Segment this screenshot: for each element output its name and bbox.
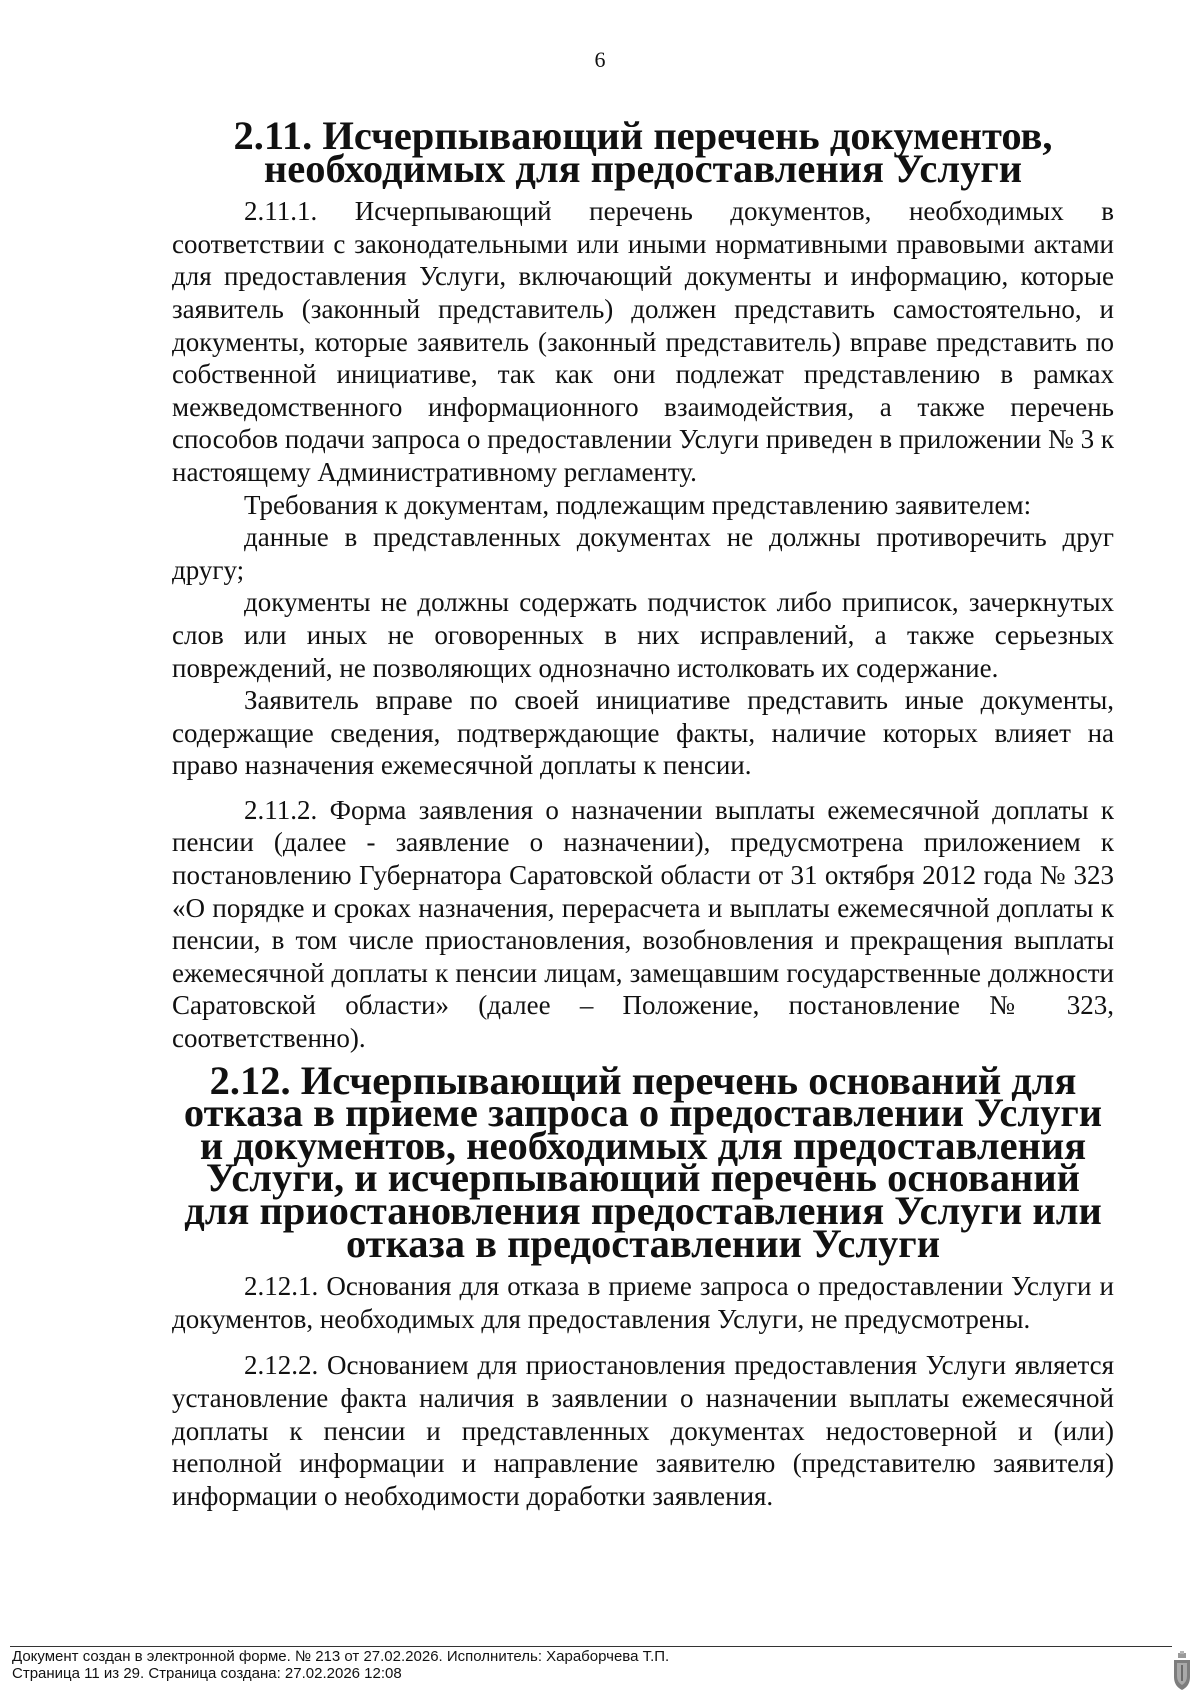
document-body [172,113,1114,1512]
page-number: 6 [594,47,606,72]
paragraph-2-12-2: 2.12.2. Основанием для приостановления предоставления Услуги является установление факта наличия в заявлении о назначении выплаты ежемесячной доплаты к пенсии и представленных документах недостоверной и (или) неполной информации и направление заявителю (представителю заявителя) информации о необходимости доработки заявления. [172,1350,1114,1511]
paragraph-applicant-right: Заявитель вправе по своей инициативе представить иные документы, содержащие сведения, подтверждающие факты, наличие которых влияет на право назначения ежемесячной доплаты к пенсии. [172,685,1114,781]
paragraph-requirement-no-corrections: документы не должны содержать подчисток либо приписок, зачеркнутых слов или иных не оговоренных в них исправлений, а также серьезных повреждений, не позволяющих однозначно истолковать их содержание. [172,587,1114,683]
paragraph-requirement-consistency: данные в представленных документах не должны противоречить друг другу; [172,522,1114,585]
document-footer [12,1648,669,1682]
paragraph-2-12-1: 2.12.1. Основания для отказа в приеме запроса о предоставлении Услуги и документов, необходимых для предоставления Услуги, не предусмотрены. [172,1271,1114,1334]
paragraph-requirements-intro: Требования к документам, подлежащим представлению заявителем: [244,489,1032,520]
footer-document-info: Документ создан в электронной форме. № 213 от 27.02.2026. Исполнитель: Хараборчева Т.П. [12,1648,670,1665]
footer-divider [10,1646,1172,1647]
section-heading-2-11: 2.11. Исчерпывающий перечень документов, необходимых для предоставления Услуги [233,113,1053,191]
paragraph-2-11-1: 2.11.1. Исчерпывающий перечень документов, необходимых в соответствии с законодательными или иными нормативными правовыми актами для предоставления Услуги, включающий документы и информацию, которые заявитель (законный представитель) должен представить самостоятельно, и документы, которые заявитель (законный представитель) вправе представить по собственной инициативе, так как они подлежат представлению в рамках межведомственного информационного взаимодействия, а также перечень способов подачи запроса о предоставлении Услуги приведен в приложении № 3 к настоящему Административному регламенту. [172,196,1114,487]
footer-page-info: Страница 11 из 29. Страница создана: 27.02.2026 12:08 [12,1665,402,1682]
paragraph-2-11-2: 2.11.2. Форма заявления о назначении выплаты ежемесячной доплаты к пенсии (далее - заявление о назначении), предусмотрена приложением к постановлению Губернатора Саратовской области от 31 октября 2012 года № 323 «О порядке и сроках назначения, перерасчета и выплаты ежемесячной доплаты к пенсии, в том числе приостановления, возобновления и прекращения выплаты ежемесячной доплаты к пенсии лицам, замещавшим государственные должности Саратовской области» (далее – Положение, постановление № 323, соответственно). [172,794,1114,1054]
coat-of-arms-icon [1172,1651,1192,1691]
section-heading-2-12: 2.12. Исчерпывающий перечень оснований для отказа в приеме запроса о предоставлении Услуги и документов, необходимых для предоставления Услуги, и исчерпывающий перечень оснований для приостановления предоставления Услуги или отказа в предоставлении Услуги [183,1057,1103,1266]
